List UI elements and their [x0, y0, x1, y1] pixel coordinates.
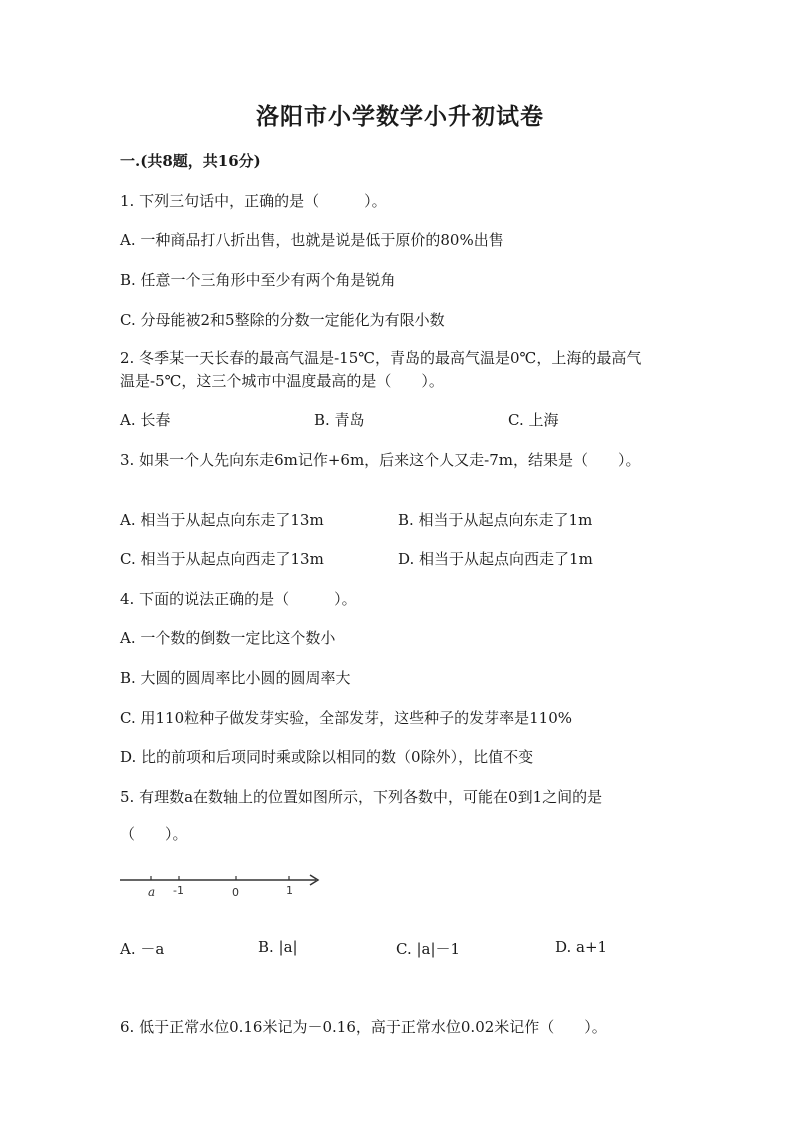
question-2-option-b: B. 青岛	[314, 411, 365, 429]
question-1-option-a: A. 一种商品打八折出售，也就是说是低于原价的80%出售	[120, 231, 504, 249]
page-title: 洛阳市小学数学小升初试卷	[256, 103, 544, 130]
question-6-stem: 6. 低于正常水位0.16米记为－0.16，高于正常水位0.02米记作（ ）。	[120, 1018, 607, 1036]
question-5-option-c: C. |a|－1	[396, 940, 461, 958]
question-3-stem: 3. 如果一个人先向东走6m记作+6m，后来这个人又走-7m，结果是（ ）。	[120, 451, 641, 469]
question-3-option-d: D. 相当于从起点向西走了1m	[398, 550, 593, 568]
question-1-stem: 1. 下列三句话中，正确的是（ ）。	[120, 192, 387, 210]
question-2-option-a: A. 长春	[120, 411, 171, 429]
question-2-stem-line-1: 2. 冬季某一天长春的最高气温是-15℃，青岛的最高气温是0℃，上海的最高气	[120, 349, 642, 367]
section-heading: 一.(共8题，共16分)	[120, 152, 261, 170]
question-5-option-a: A. －a	[120, 940, 165, 958]
question-5-option-d: D. a+1	[555, 938, 608, 956]
question-5-stem-line-2: （ ）。	[120, 825, 188, 843]
question-4-option-a: A. 一个数的倒数一定比这个数小	[120, 629, 336, 647]
question-3-option-c: C. 相当于从起点向西走了13m	[120, 550, 324, 568]
question-1-option-c: C. 分母能被2和5整除的分数一定能化为有限小数	[120, 311, 445, 329]
question-5-option-b: B. |a|	[258, 938, 298, 956]
question-3-option-a: A. 相当于从起点向东走了13m	[120, 511, 324, 529]
question-4-stem: 4. 下面的说法正确的是（ ）。	[120, 590, 357, 608]
label-minus-1: -1	[173, 884, 184, 897]
label-a: a	[148, 885, 156, 899]
question-5-stem-line-1: 5. 有理数a在数轴上的位置如图所示，下列各数中，可能在0到1之间的是	[120, 788, 603, 806]
number-line-figure	[116, 868, 328, 902]
question-4-option-c: C. 用110粒种子做发芽实验，全部发芽，这些种子的发芽率是110%	[120, 709, 572, 727]
question-4-option-d: D. 比的前项和后项同时乘或除以相同的数（0除外），比值不变	[120, 748, 534, 766]
question-4-option-b: B. 大圆的圆周率比小圆的圆周率大	[120, 669, 351, 687]
question-2-stem-line-2: 温是-5℃，这三个城市中温度最高的是（ ）。	[120, 372, 444, 390]
label-1: 1	[286, 884, 293, 897]
question-3-option-b: B. 相当于从起点向东走了1m	[398, 511, 593, 529]
label-0: 0	[232, 886, 239, 899]
question-2-option-c: C. 上海	[508, 411, 559, 429]
question-1-option-b: B. 任意一个三角形中至少有两个角是锐角	[120, 271, 396, 289]
